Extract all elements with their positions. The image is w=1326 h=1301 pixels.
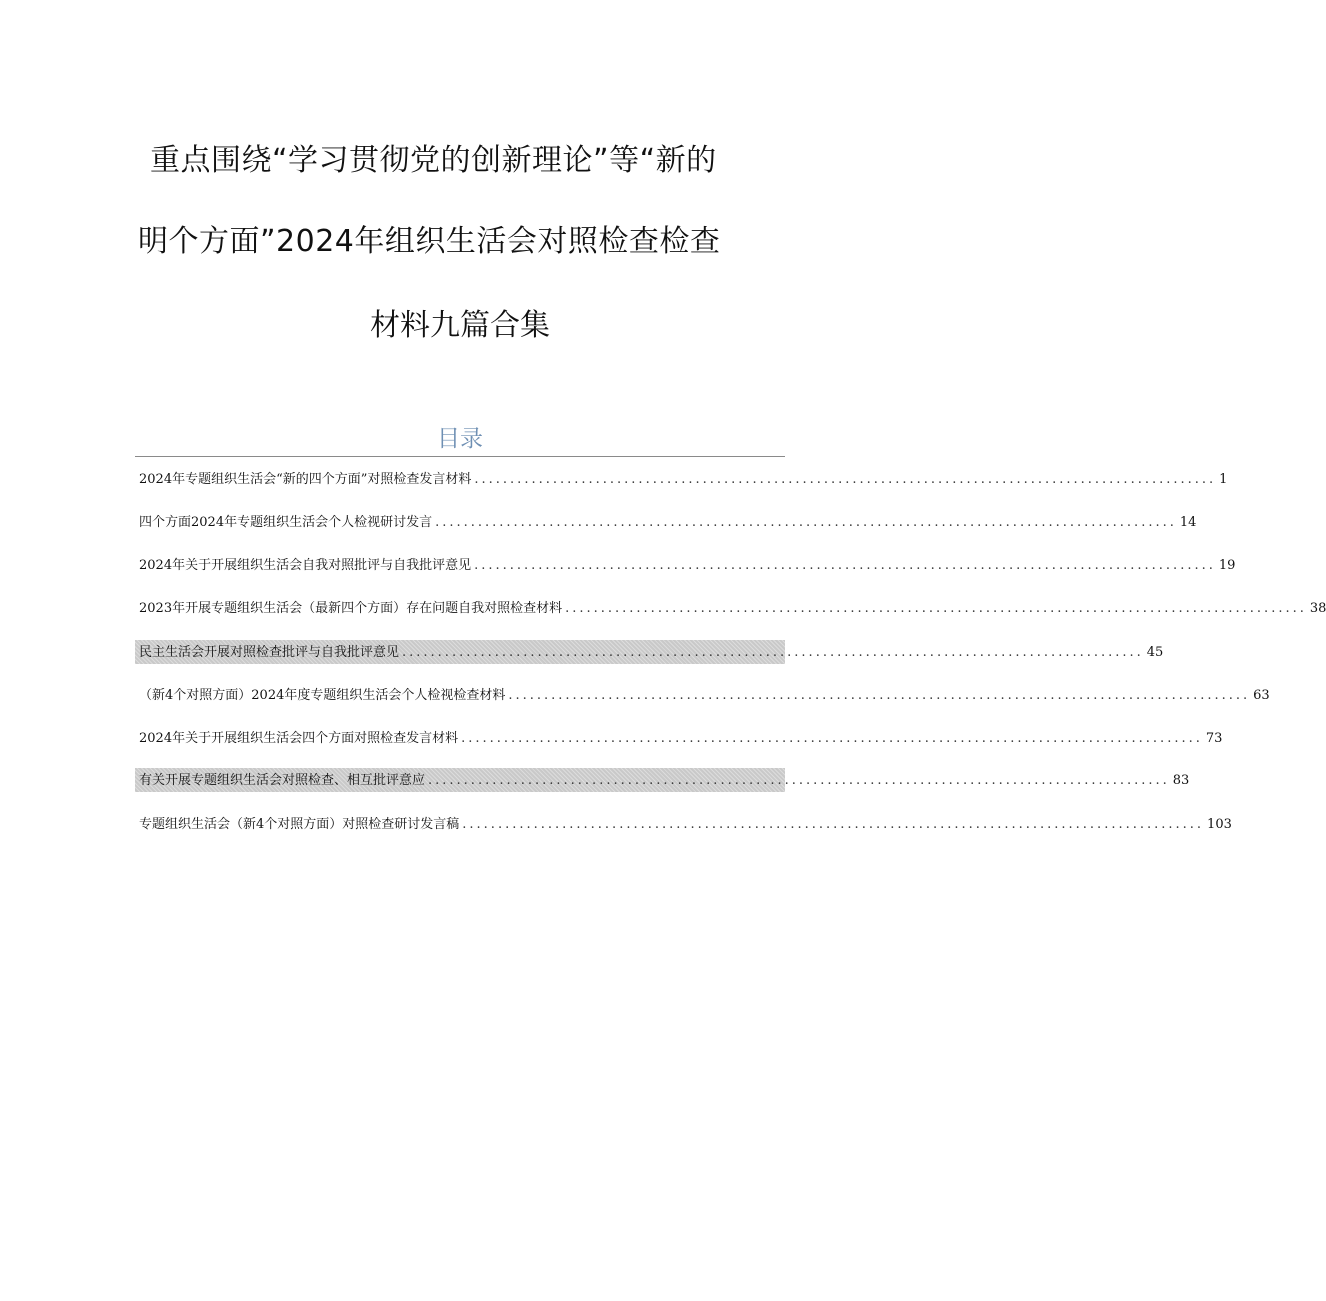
toc-entry-page: 45 — [1146, 645, 1164, 660]
toc-entry-title: 专题组织生活会（新4个对照方面）对照检查研讨发言稿 — [139, 817, 460, 832]
toc-entry-title: （新4个对照方面）2024年度专题组织生活会个人检视检查材料 — [139, 688, 506, 703]
toc-entry-page: 103 — [1207, 817, 1232, 832]
toc-dot-leader: ........................................................................................................ — [402, 645, 1144, 660]
toc-entry[interactable] — [135, 510, 1197, 534]
toc-dot-leader: ........................................................................................................ — [474, 472, 1217, 487]
toc-entry[interactable] — [135, 683, 1270, 707]
toc-dot-leader: ........................................................................................................ — [508, 688, 1251, 703]
toc-entry-highlighted[interactable] — [135, 640, 1164, 664]
toc-dot-leader: ........................................................................................................ — [428, 773, 1170, 788]
title-line-3: 材料九篇合集 — [370, 308, 550, 343]
toc-entry-title: 民主生活会开展对照检查批评与自我批评意见 — [139, 645, 400, 660]
toc-entry-page: 73 — [1205, 731, 1223, 746]
toc-entry[interactable] — [135, 596, 1326, 620]
toc-entry-title: 2023年开展专题组织生活会（最新四个方面）存在问题自我对照检查材料 — [139, 601, 563, 616]
toc-entry[interactable] — [135, 553, 1236, 577]
title-line-1: 重点围绕“学习贯彻党的创新理论”等“新的 — [150, 143, 717, 178]
toc-entry-title: 有关开展专题组织生活会对照检查、相互批评意应 — [139, 773, 426, 788]
toc-entry[interactable] — [135, 726, 1223, 750]
toc-dot-leader: ........................................................................................................ — [565, 601, 1307, 616]
toc-dot-leader: ........................................................................................................ — [435, 515, 1177, 530]
toc-dot-leader: ........................................................................................................ — [474, 558, 1216, 573]
toc-entry-page: 1 — [1219, 472, 1228, 487]
toc-heading: 目录 — [437, 426, 483, 452]
toc-entry-page: 38 — [1309, 601, 1326, 616]
toc-dot-leader: ........................................................................................................ — [462, 817, 1205, 832]
toc-entry-highlighted[interactable] — [135, 768, 1190, 792]
toc-entry-title: 2024年关于开展组织生活会四个方面对照检查发言材料 — [139, 731, 459, 746]
toc-entry-page: 63 — [1253, 688, 1270, 703]
toc-entry[interactable] — [135, 467, 1228, 491]
toc-entry-title: 2024年关于开展组织生活会自我对照批评与自我批评意见 — [139, 558, 472, 573]
toc-dot-leader: ........................................................................................................ — [461, 731, 1203, 746]
toc-entry-page: 19 — [1218, 558, 1236, 573]
title-line-2: 明个方面”2024年组织生活会对照检查检查 — [138, 224, 721, 259]
toc-entry-page: 83 — [1172, 773, 1190, 788]
toc-entry[interactable] — [135, 812, 1232, 836]
toc-entry-page: 14 — [1179, 515, 1197, 530]
toc-entry-title: 2024年专题组织生活会“新的四个方面”对照检查发言材料 — [139, 472, 472, 487]
toc-divider — [135, 456, 785, 457]
toc-entry-title: 四个方面2024年专题组织生活会个人检视研讨发言 — [139, 515, 433, 530]
